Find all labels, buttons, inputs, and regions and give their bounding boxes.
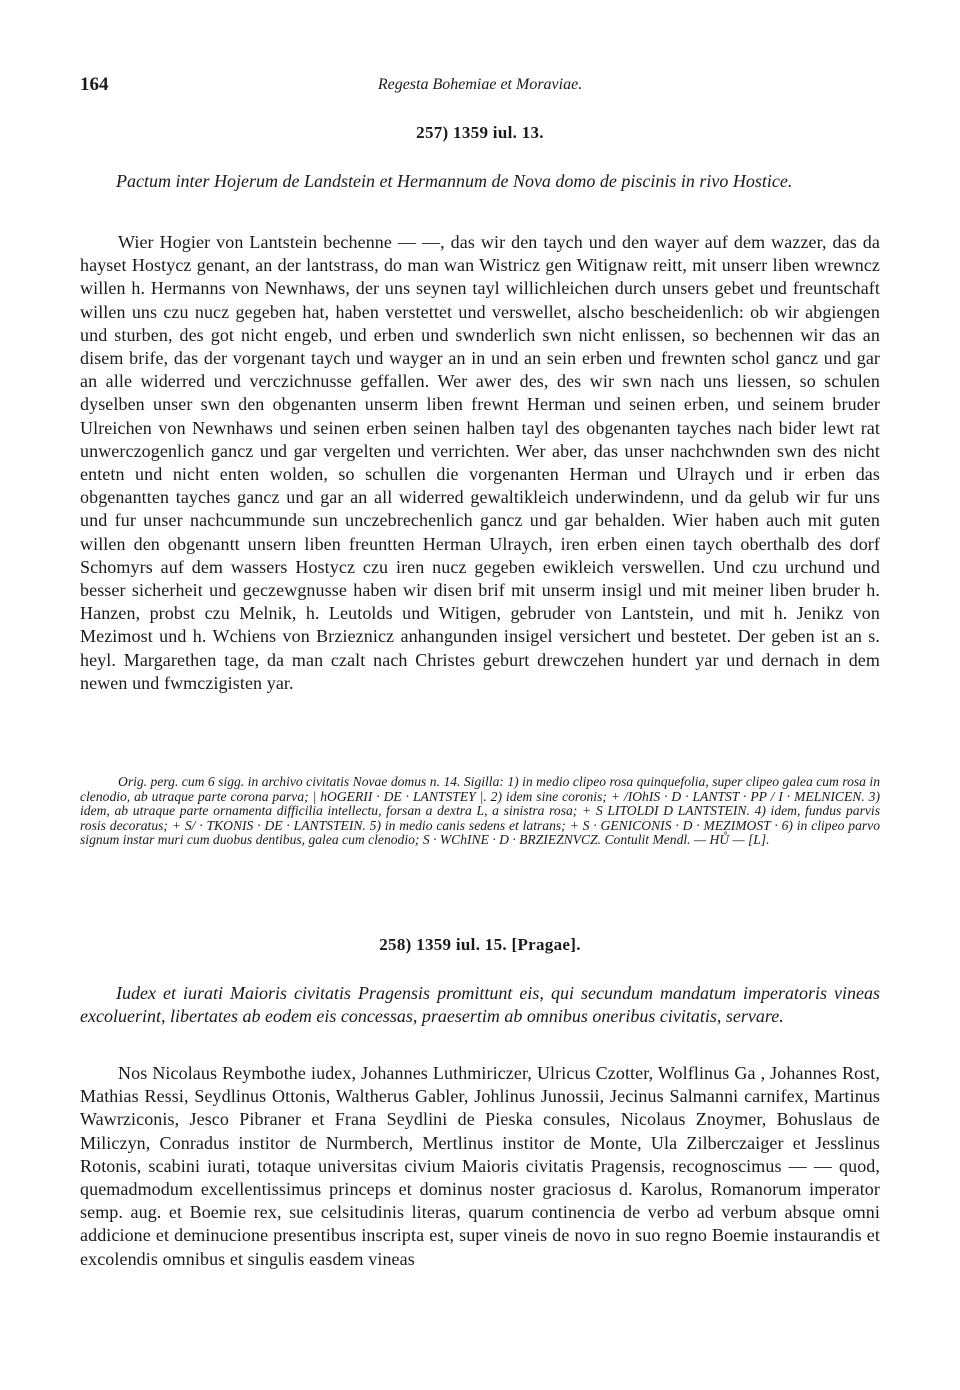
charter-text: Nos Nicolaus Reymbothe iudex, Johannes Luthmiriczer, Ulricus Czotter, Wolflinus Ga , Johannes Rost, Mathias Ressi, Seydlinus Ottonis, Waltherus Gabler, Johlinus Junossii, Jecinus Salmanni carnifex, Martinus Wawrziconis, Jesco Pibraner et Frana Seydlini de Pieska consules, Nicolaus Znoymer, Bohuslaus de Miliczyn, Conradus institor de Nurmberch, Mertlinus institor de Monte, Ula Zilberczaiger et Jesslinus Rotonis, scabini iurati, totaque universitas civium Maioris civitatis Pragensis, recognoscimus — — quod, quemadmodum excellentissimus princeps et dominus noster graciosus d. Karolus, Romanorum imperator semp. aug. et Boemie rex, sue celsitudinis literas, quarum continencia de verbo ad verbum absque omni addicione et deminucione presentibus inscripta est, super vineis de novo in suo regno Boemie instaurandis et excolendis omnibus et singulis easdem vineas	[80, 1063, 880, 1269]
entry-summary: Pactum inter Hojerum de Landstein et Hermannum de Nova domo de piscinis in rivo Hostice.	[116, 171, 793, 191]
critical-apparatus: Orig. perg. cum 6 sigg. in archivo civitatis Novae domus n. 14. Sigilla: 1) in medio clipeo rosa quinquefolia, super clipeo galea cum rosa in clenodio, ab utraque parte corona parva; | hOGERII · DE · LANTSTEY |. 2) idem sine coronis; + /IOhIS · D · LANTST · PP / I · MELNICEN. 3) idem, ab utraque parte ornamenta difficilia intellectu, forsan a dextra L, a sinistra rosa; + S LITOLDI D LANTSTEIN. 4) idem, fundus parvis rosis decoratus; + S/ · TKONIS · DE · LANTSTEIN. 5) in medio canis sedens et latrans; + S · GENICONIS · D · MEZIMOST · 6) in clipeo parvo signum instar muri cum duobus dentibus, galea cum clenodio; S · WChINE · D · BRZIEZNVCZ. Contulit Mendl. — HŮ — [L].	[80, 774, 880, 848]
page-header	[80, 74, 880, 104]
running-title: Regesta Bohemiae et Moraviae.	[377, 76, 583, 93]
charter-text: Wier Hogier von Lantstein bechenne — —, das wir den taych und den wayer auf dem wazzer, das da hayset Hostycz genant, an der lantstrass, do man wan Wistricz gen Witignaw reitt, mit unserr liben wrewncz willen h. Hermanns von Newnhaws, der uns seynen tayl willichleichen durch unsers gebet und freuntschaft willen uns czu nucz gegeben hat, haben verstettet und verswellet, alscho bescheidenlich: ob wir abgiengen und sturben, des got nicht engeb, und erben und swnderlich swn nicht enlissen, so bechennen wir das an disem brife, das der vorgenant taych und wayger an in und an sein erben und frewnten schol gancz und gar an alle widerred und verczichnusse geffallen. Wer awer des, des wir swn nach uns liessen, so schulen dyselben unser swn den obgenanten unserm liben frewnt Herman und seinen erben, und seinem bruder Ulreichen von Newnhaws und seinen erben seinen halben tayl des obgenanten tayches nach bider lewt rat unwerczogenlich gancz und gar vergelten und verrichten. Wer aber, das unser nachchwnden swn des nicht entetn und nicht enten wolden, so schullen die vorgenanten Herman und Ulraych und ir erben das obgenantten tayches gancz und gar an all widerred gewaltikleich underwindenn, und da gelub wir fur uns und fur unser nachcummunde sun unczebrechenlich gancz und gar behalden. Wier haben auch mit guten willen den obgenantt unsern liben freuntten Herman Ulraych, iren erben einen taych oberthalb des dorf Schomyrs auf dem wassers Hostycz czu iren nucz gegeben ewikleich verswellen. Und czu urchund und besser sicherheit und geczewgnusse haben wir disen brif mit unserm insigl und mit meiner liben bruder h. Hanzen, probst czu Melnik, h. Leutolds und Witigen, gebruder von Lantstein, und mit h. Jenikz von Mezimost und h. Wchiens von Brzieznicz anhangunden insigel versichert und bestetet. Der geben ist an s. heyl. Margarethen tage, da man czalt nach Christes geburt drewczehen hundert yar und dernach in dem newen und fwmczigisten yar.	[80, 232, 880, 693]
entry-heading: 257) 1359 iul. 13.	[416, 123, 544, 142]
page-number: 164	[80, 74, 109, 95]
entry-summary: Iudex et iurati Maioris civitatis Pragensis promittunt eis, qui secundum mandatum imperatoris vineas excoluerint, libertates ab eodem eis concessas, praesertim ab omnibus oneribus civitatis, servare.	[80, 983, 880, 1026]
entry-heading: 258) 1359 iul. 15. [Pragae].	[379, 935, 581, 954]
